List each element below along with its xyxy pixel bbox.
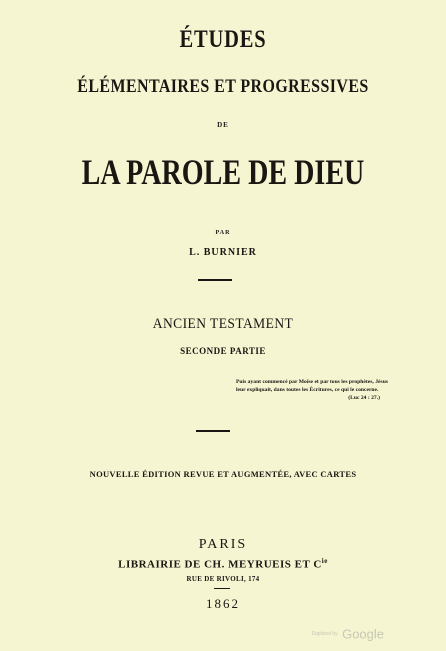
section-title: ANCIEN TESTAMENT xyxy=(152,316,294,332)
title-line-2: ÉLÉMENTAIRES ET PROGRESSIVES xyxy=(77,76,369,97)
publisher xyxy=(0,557,446,571)
author-name: L. BURNIER xyxy=(189,247,257,258)
watermark-logo: Google xyxy=(342,626,384,642)
subsection-title: SECONDE PARTIE xyxy=(180,346,266,356)
publisher-address: RUE DE RIVOLI, 174 xyxy=(186,575,260,583)
epigraph-text: Puis ayant commencé par Moïse et par tous les prophètes, Jésus leur expliquait, dans toutes les Écritures, ce qui le concerne. xyxy=(236,379,388,393)
watermark-small: Digitized by xyxy=(311,630,338,637)
publisher-name: LIBRAIRIE DE CH. MEYRUEIS ET C xyxy=(118,558,322,571)
publication-year: 1862 xyxy=(206,596,240,611)
publication-city: PARIS xyxy=(198,537,248,552)
main-title: LA PAROLE DE DIEU xyxy=(81,152,365,192)
title-de: DE xyxy=(217,121,229,129)
title-line-1: ÉTUDES xyxy=(179,26,267,53)
publisher-suffix: ie xyxy=(321,557,328,565)
google-watermark xyxy=(312,625,384,643)
divider-rule xyxy=(198,279,232,281)
epigraph-reference: (Luc 24 : 27.) xyxy=(348,395,380,401)
par-label: PAR xyxy=(215,230,231,236)
divider-rule xyxy=(196,430,230,432)
divider-rule xyxy=(214,588,230,589)
edition-note: NOUVELLE ÉDITION REVUE ET AUGMENTÉE, AVEC CARTES xyxy=(89,469,357,479)
epigraph xyxy=(236,378,388,402)
